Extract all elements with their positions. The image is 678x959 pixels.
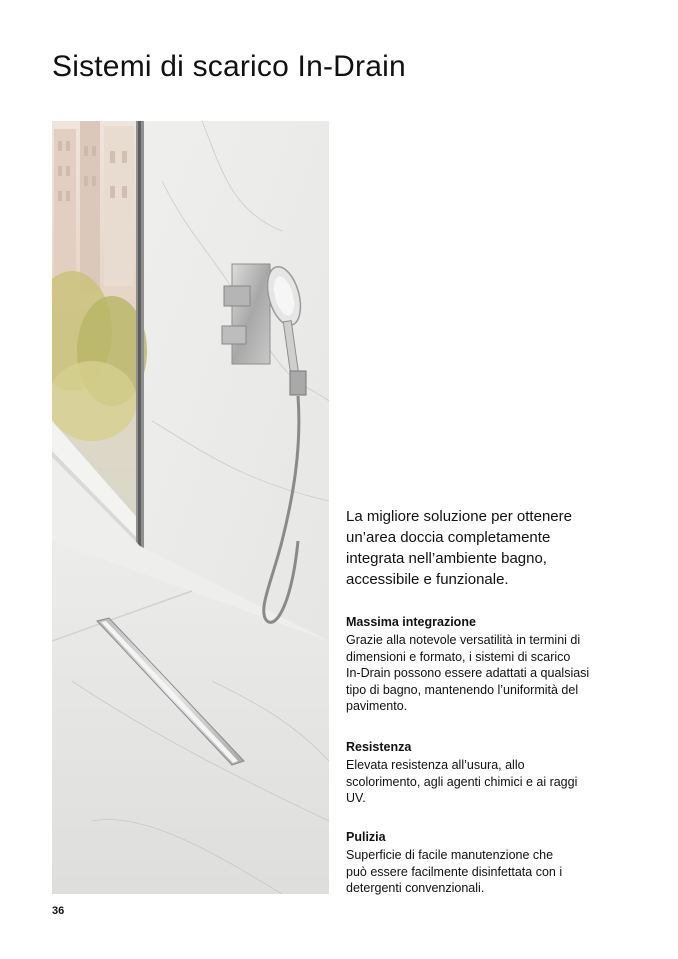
section-heading: Resistenza — [346, 740, 412, 754]
section-body: Elevata resistenza all’usura, allo scolorimento, agli agenti chimici e ai raggi UV. — [346, 758, 578, 805]
section-heading: Pulizia — [346, 830, 386, 844]
section-pulizia — [346, 830, 646, 897]
section-body: Grazie alla notevole versatilità in termini di dimensioni e formato, i sistemi di scarico In-Drain possono essere adattati a qualsiasi tipo di bagno, mantenendo l’uniformità del pavimento. — [346, 633, 590, 713]
intro-text: La migliore soluzione per ottenere un’area doccia completamente integrata nell’ambiente bagno, accessibile e funzionale. — [346, 508, 572, 588]
section-resistenza — [346, 740, 646, 807]
page-title: Sistemi di scarico In-Drain — [52, 50, 406, 83]
section-heading: Massima integrazione — [346, 615, 476, 629]
section-massima-integrazione — [346, 615, 646, 715]
section-body: Superficie di facile manutenzione che può essere facilmente disinfettata con i detergenti convenzionali. — [346, 848, 563, 895]
page-number: 36 — [52, 905, 65, 917]
shower-drain-photo — [52, 121, 329, 894]
